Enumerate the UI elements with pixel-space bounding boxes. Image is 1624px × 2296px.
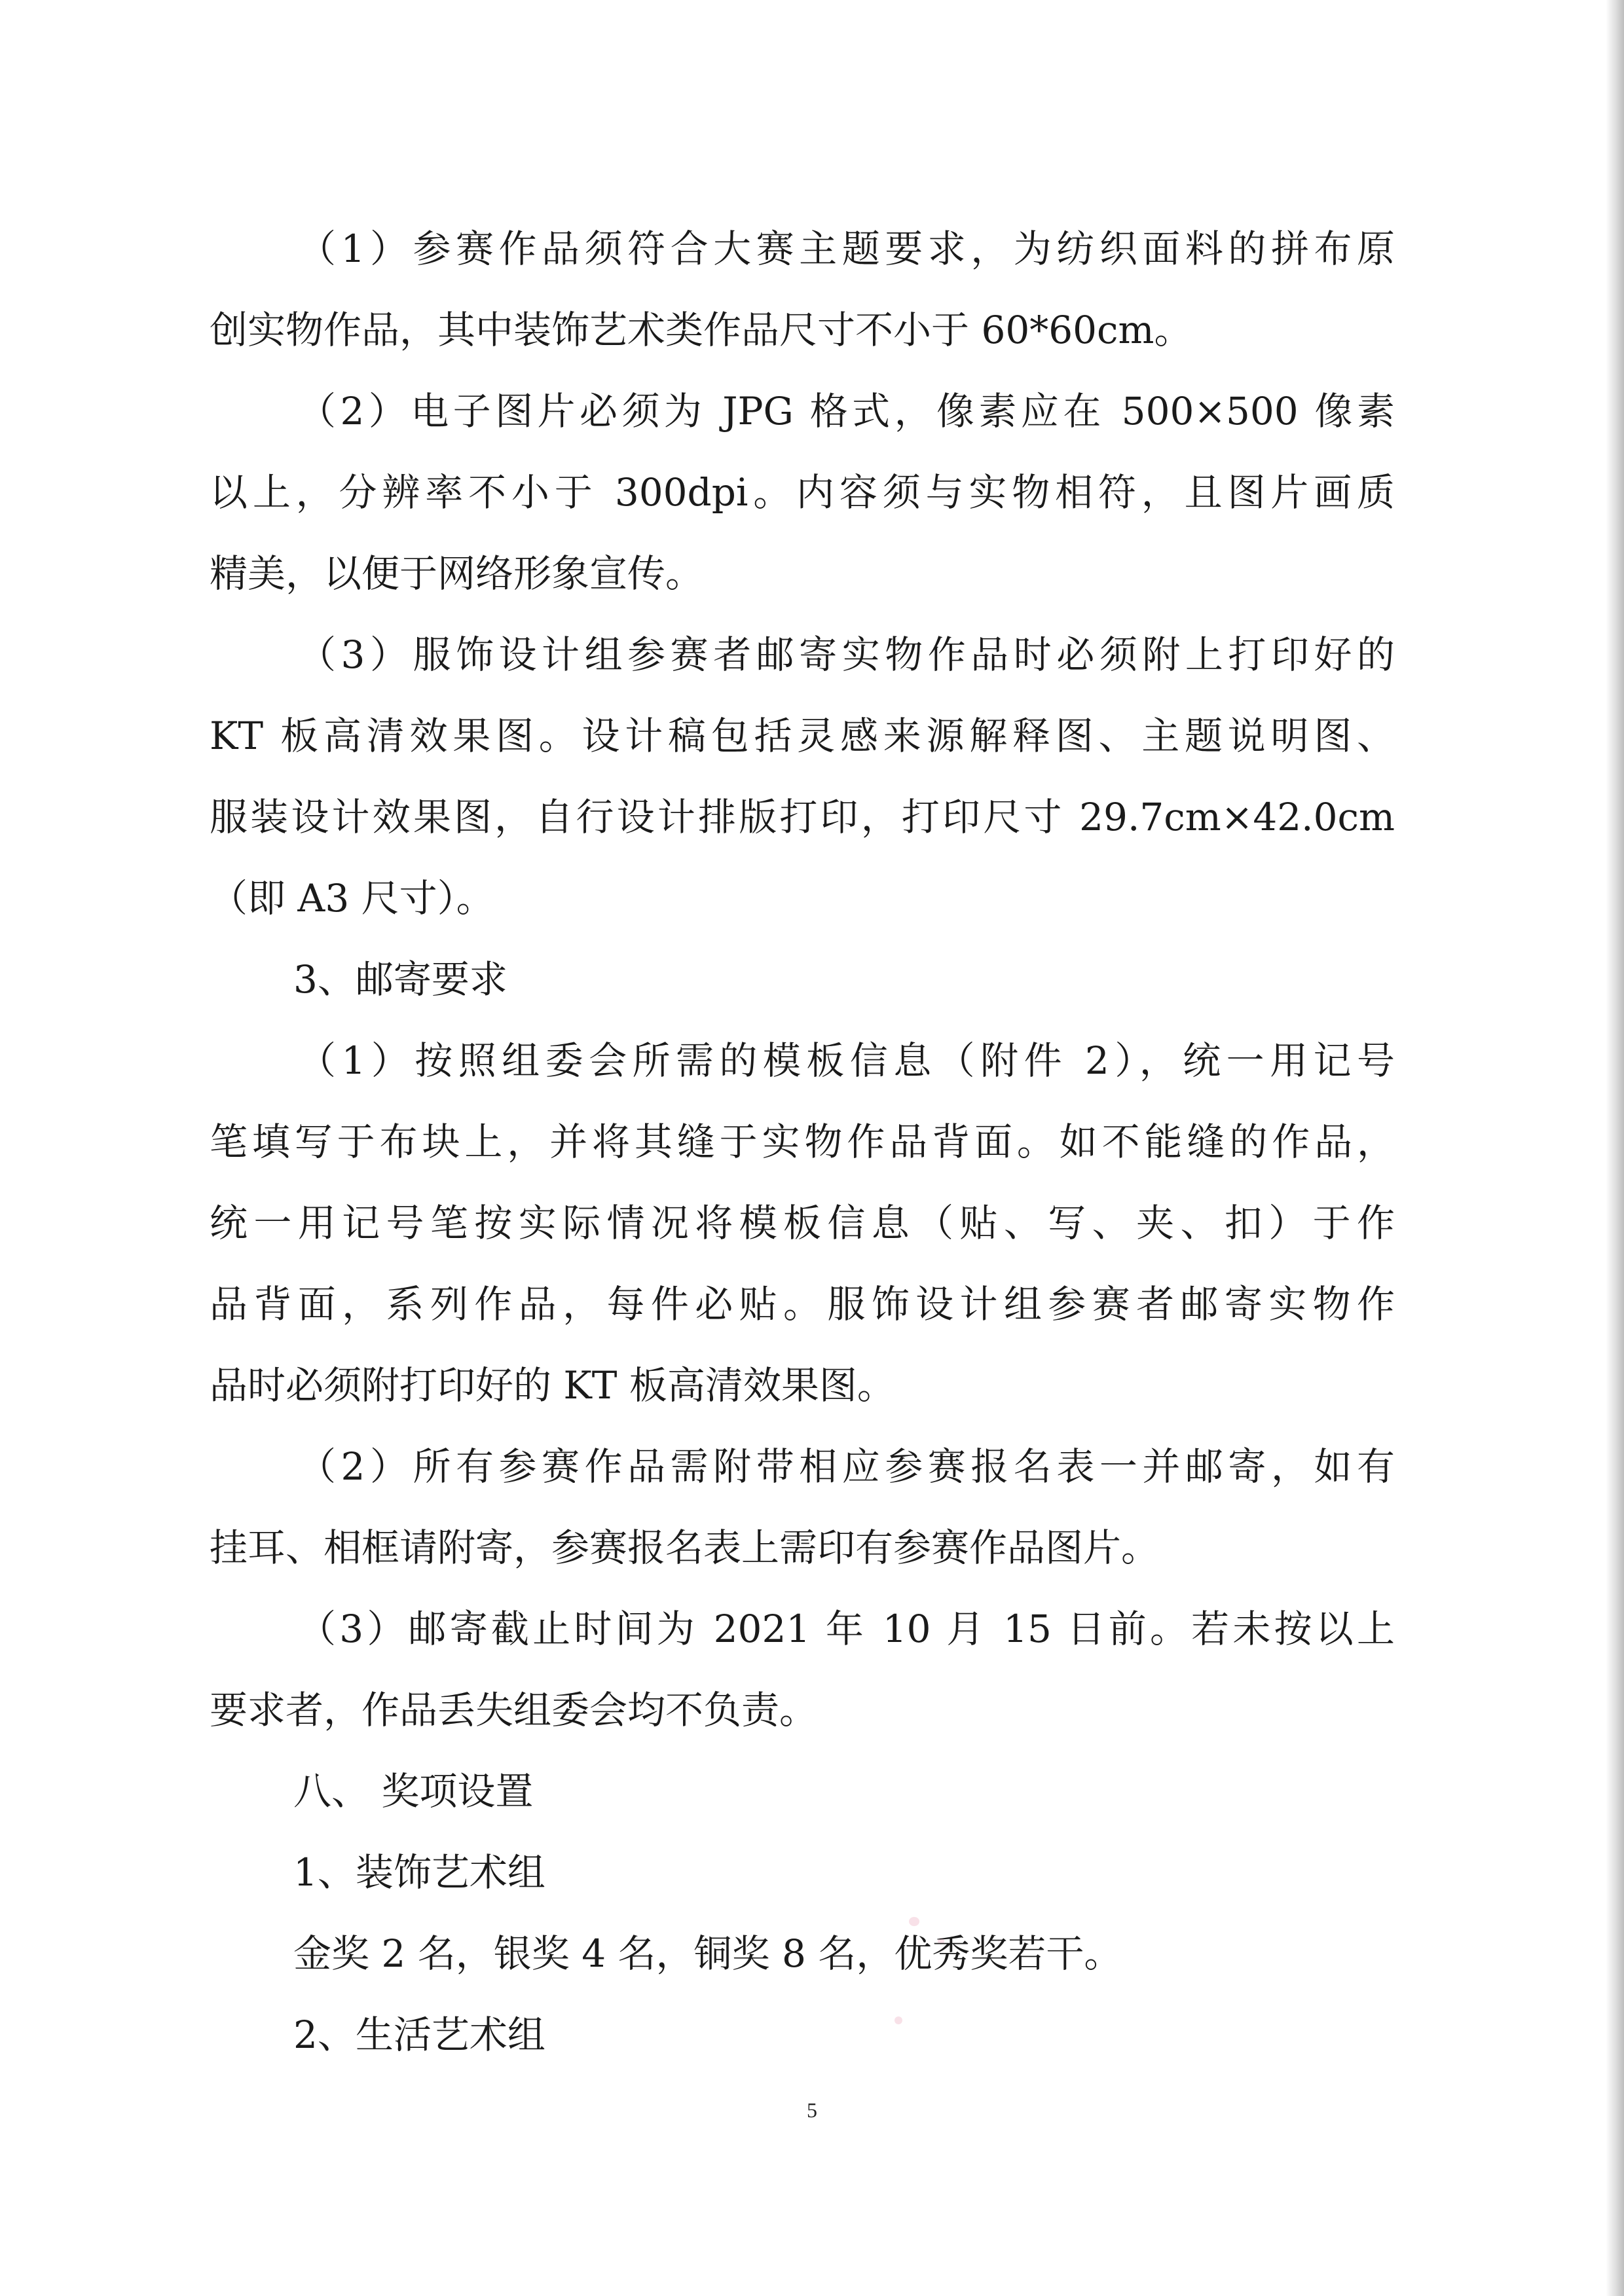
paragraph-line: （1）参赛作品须符合大赛主题要求，为纺织面料的拼布原	[298, 227, 1395, 271]
paragraph-line: 精美，以便于网络形象宣传。	[210, 551, 704, 596]
paragraph-line: KT 板高清效果图。设计稿包括灵感来源解释图、主题说明图、	[210, 714, 1395, 758]
page-number: 5	[807, 2098, 817, 2122]
paragraph-line: （3）服饰设计组参赛者邮寄实物作品时必须附上打印好的	[298, 632, 1395, 677]
subsection-heading: 2、生活艺术组	[293, 2013, 545, 2057]
paragraph-line: 品时必须附打印好的 KT 板高清效果图。	[210, 1363, 895, 1408]
paragraph-line: （3）邮寄截止时间为 2021 年 10 月 15 日前。若未按以上	[298, 1607, 1395, 1651]
section-heading: 3、邮寄要求	[293, 957, 507, 1002]
award-text: 金奖 2 名，银奖 4 名，铜奖 8 名，优秀奖若干。	[293, 1931, 1122, 1976]
paragraph-line: （2）电子图片必须为 JPG 格式，像素应在 500×500 像素	[298, 389, 1395, 433]
paragraph-line: 笔填写于布块上，并将其缝于实物作品背面。如不能缝的作品，	[210, 1120, 1395, 1164]
paragraph-line: （即 A3 尺寸）。	[210, 876, 494, 920]
scan-edge-shadow	[1606, 0, 1624, 2296]
paragraph-line: （1）按照组委会所需的模板信息（附件 2），统一用记号	[298, 1038, 1395, 1083]
paragraph-line: 要求者，作品丢失组委会均不负责。	[210, 1688, 818, 1732]
paragraph-line: 创实物作品，其中装饰艺术类作品尺寸不小于 60*60cm。	[210, 308, 1192, 352]
paragraph-line: 统一用记号笔按实际情况将模板信息（贴、写、夹、扣）于作	[210, 1201, 1395, 1245]
section-heading: 八、 奖项设置	[293, 1769, 534, 1813]
document-body	[210, 208, 1395, 2075]
paragraph-line: （2）所有参赛作品需附带相应参赛报名表一并邮寄，如有	[298, 1444, 1395, 1489]
paragraph-line: 以上，分辨率不小于 300dpi。内容须与实物相符，且图片画质	[210, 470, 1395, 515]
paragraph-line: 挂耳、相框请附寄，参赛报名表上需印有参赛作品图片。	[210, 1525, 1160, 1570]
paragraph-line: 品背面，系列作品，每件必贴。服饰设计组参赛者邮寄实物作	[210, 1282, 1395, 1326]
paragraph-line: 服装设计效果图，自行设计排版打印，打印尺寸 29.7cm×42.0cm	[210, 795, 1395, 839]
subsection-heading: 1、装饰艺术组	[293, 1850, 545, 1895]
